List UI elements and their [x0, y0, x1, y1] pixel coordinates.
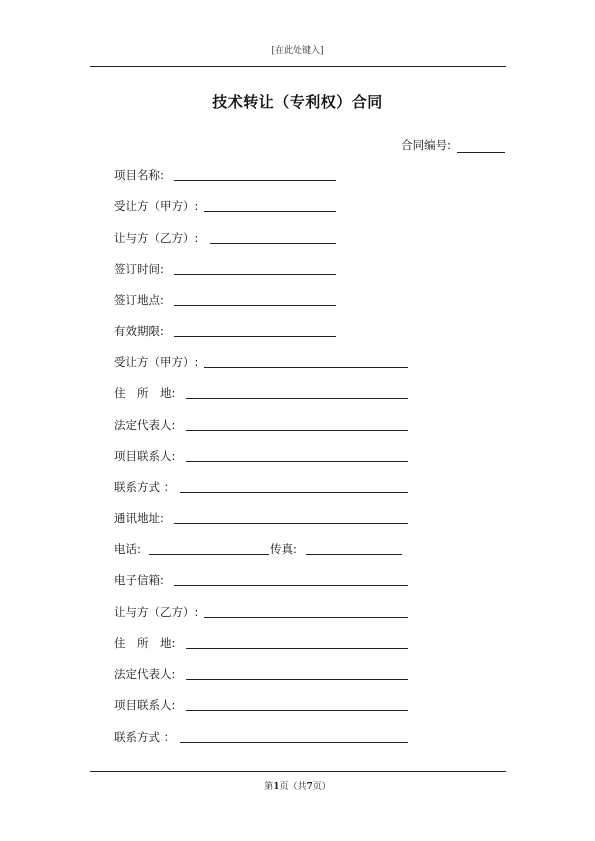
- party-b-contact-method-field[interactable]: [180, 742, 408, 743]
- footer-suffix: 页）: [312, 782, 331, 792]
- field-label: 让与方（乙方）:: [114, 231, 199, 245]
- field-label: 通讯地址:: [114, 511, 164, 525]
- party-a-contact-method-field[interactable]: [180, 492, 408, 493]
- field-label: 签订时间:: [114, 262, 164, 276]
- field-label: 项目联系人:: [114, 698, 176, 712]
- assignee-field[interactable]: [204, 211, 336, 212]
- party-b-row: [114, 604, 198, 620]
- footer-middle: 页（共: [279, 782, 307, 792]
- party-a-fax-field[interactable]: [306, 554, 402, 555]
- party-a-row: [114, 354, 198, 370]
- party-b-legal-rep-row: [114, 666, 175, 682]
- assignor-row: [114, 230, 198, 246]
- field-label: 项目联系人:: [114, 449, 176, 463]
- footer-divider: [90, 771, 506, 772]
- field-label: 住 所 地:: [114, 636, 176, 650]
- party-a-email-row: [114, 572, 164, 588]
- fax-label: 传真:: [270, 542, 297, 556]
- party-a-mail-address-row: [114, 510, 164, 526]
- field-label: 法定代表人:: [114, 418, 176, 432]
- field-label: 项目名称:: [114, 168, 164, 182]
- phone-label: 电话:: [114, 542, 141, 556]
- contract-number-field[interactable]: [457, 140, 505, 153]
- party-a-mail-address-field[interactable]: [174, 523, 408, 524]
- sign-place-field[interactable]: [174, 305, 336, 306]
- party-b-contact-row: [114, 697, 175, 713]
- field-label: 有效期限:: [114, 324, 164, 338]
- party-a-fax-row: [270, 541, 297, 557]
- party-a-contact-method-row: [114, 479, 175, 495]
- party-b-field[interactable]: [204, 617, 408, 618]
- validity-field[interactable]: [174, 336, 336, 337]
- field-label: 电子信箱:: [114, 573, 164, 587]
- party-b-contact-method-row: [114, 729, 175, 745]
- sign-date-field[interactable]: [174, 274, 336, 275]
- party-a-address-field[interactable]: [186, 398, 408, 399]
- field-label: 法定代表人:: [114, 667, 176, 681]
- page-number: 1: [273, 782, 280, 792]
- field-label: 签订地点:: [114, 293, 164, 307]
- party-a-email-field[interactable]: [174, 585, 408, 586]
- project-name-row: [114, 167, 164, 183]
- party-b-legal-rep-field[interactable]: [186, 679, 408, 680]
- party-a-phone-field[interactable]: [149, 554, 269, 555]
- document-title: 技术转让（专利权）合同: [212, 93, 383, 111]
- field-label: 受让方（甲方）:: [114, 355, 199, 369]
- party-b-contact-field[interactable]: [186, 710, 408, 711]
- party-a-legal-rep-field[interactable]: [186, 430, 408, 431]
- party-a-contact-field[interactable]: [186, 461, 408, 462]
- party-a-field[interactable]: [204, 367, 408, 368]
- validity-row: [114, 323, 164, 339]
- page-footer: [0, 779, 595, 792]
- party-a-legal-rep-row: [114, 417, 175, 433]
- assignor-field[interactable]: [210, 243, 336, 244]
- field-label: 联系方式 ：: [114, 730, 176, 744]
- party-a-address-row: [114, 385, 175, 401]
- page-total: 7: [306, 782, 313, 792]
- assignee-row: [114, 198, 198, 214]
- party-a-contact-row: [114, 448, 175, 464]
- field-label: 让与方（乙方）:: [114, 605, 199, 619]
- party-b-address-row: [114, 635, 175, 651]
- party-b-address-field[interactable]: [186, 648, 408, 649]
- field-label: 联系方式 ：: [114, 480, 176, 494]
- header-divider: [90, 66, 506, 67]
- footer-prefix: 第: [264, 782, 274, 792]
- field-label: 住 所 地:: [114, 386, 176, 400]
- field-label: 受让方（甲方）:: [114, 199, 199, 213]
- contract-number-row: [401, 137, 505, 153]
- project-name-field[interactable]: [174, 180, 336, 181]
- party-a-phone-row: [114, 541, 141, 557]
- sign-place-row: [114, 292, 164, 308]
- sign-date-row: [114, 261, 164, 277]
- header-placeholder: [在此处键入]: [271, 46, 324, 56]
- contract-number-label: 合同编号:: [401, 138, 451, 152]
